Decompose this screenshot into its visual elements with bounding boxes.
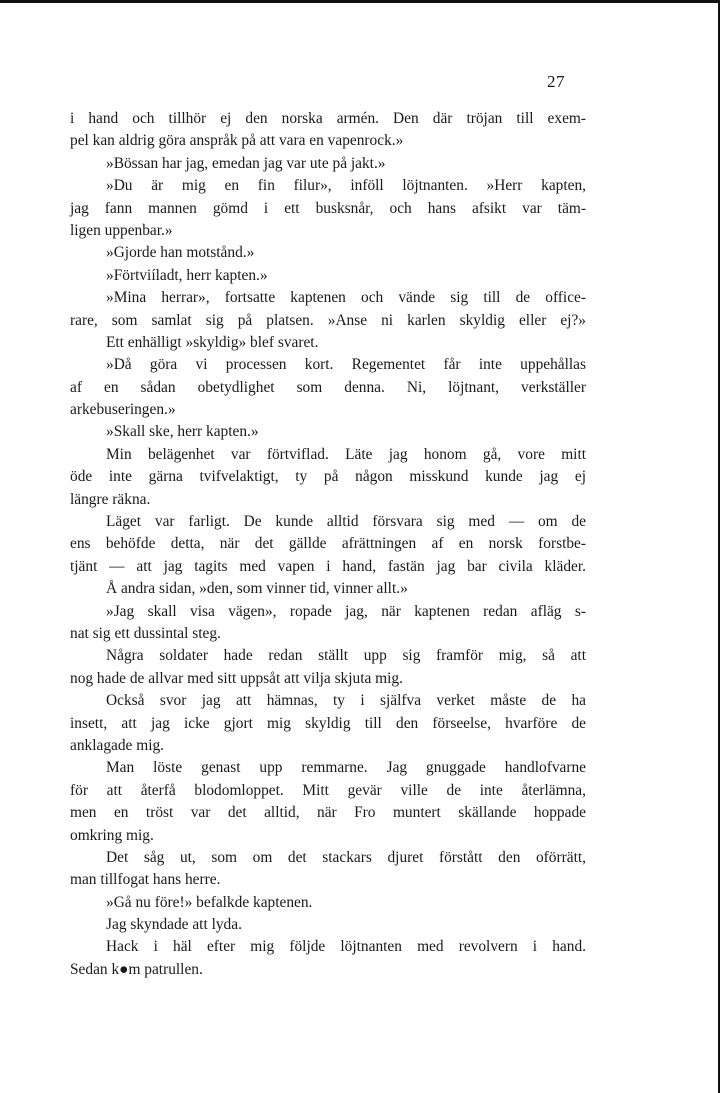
text-line: »Jag skall visa vägen», ropade jag, när kaptenen redan afläg s-: [106, 602, 586, 620]
text-line: »Du är mig en fin filur», inföll löjtnanten. »Herr kapten,: [106, 177, 586, 195]
text-line: man tillfogat hans herre.: [70, 871, 221, 889]
text-line: anklagade mig.: [70, 736, 165, 754]
page-number: 27: [547, 72, 565, 91]
text-line: ens behöfde detta, när det gällde afrättningen af en norsk forstbe-: [70, 535, 586, 553]
text-line: pel kan aldrig göra anspråk på att vara en vapenrock.»: [70, 132, 404, 150]
text-line: »Gjorde han motstånd.»: [106, 244, 255, 262]
text-line: »Förtviíladt, herr kapten.»: [106, 266, 268, 284]
text-line: längre räkna.: [70, 490, 151, 508]
text-line: »Skall ske, herr kapten.»: [106, 423, 259, 441]
text-line: »Då göra vi processen kort. Regementet får inte uppehållas: [106, 356, 586, 374]
text-line: af en sådan obetydlighet som denna. Ni, löjtnant, verkställer: [70, 378, 586, 396]
text-line: rare, som samlat sig på platsen. »Anse ni karlen skyldig eller ej?»: [70, 311, 586, 329]
text-line: Man löste genast upp remmarne. Jag gnuggade handlofvarne: [106, 759, 586, 777]
text-line: arkebuseringen.»: [70, 401, 176, 419]
text-line: Hack i häl efter mig följde löjtnanten med revolvern i hand.: [106, 938, 586, 956]
text-line: öde inte gärna tvifvelaktigt, ty på någon misskund kunde jag ej: [70, 468, 586, 486]
text-line: Sedan k●m patrullen.: [70, 960, 203, 978]
text-line: tjänt — att jag tagits med vapen i hand, fastän jag bar civila kläder.: [70, 557, 586, 575]
text-line: men en tröst var det alltid, när Fro muntert skällande hoppade: [70, 804, 586, 822]
text-line: Å andra sidan, »den, som vinner tid, vinner allt.»: [106, 580, 408, 598]
text-line: nog hade de allvar med sitt uppsåt att vilja skjuta mig.: [70, 669, 403, 687]
text-line: i hand och tillhör ej den norska armén. Den där tröjan till exem-: [70, 110, 586, 127]
text-line: Också svor jag att hämnas, ty i själfva verket måste de ha: [106, 692, 586, 710]
text-line: Jag skyndade att lyda.: [106, 916, 242, 934]
text-line: »Gå nu före!» befalkde kaptenen.: [106, 893, 313, 911]
text-line: »Bössan har jag, emedan jag var ute på jakt.»: [106, 154, 386, 172]
text-line: »Mina herrar», fortsatte kaptenen och vände sig till de office-: [106, 289, 586, 307]
text-line: omkring mig.: [70, 826, 154, 844]
text-line: jag fann mannen gömd i ett busksnår, och hans afsikt var täm-: [70, 199, 586, 217]
text-line: Det såg ut, som om det stackars djuret förstått den oförrätt,: [106, 848, 586, 866]
text-line: Min belägenhet var förtviflad. Läte jag honom gå, vore mitt: [106, 445, 586, 463]
text-line: för att återfå blodomloppet. Mitt gevär ville de inte återlämna,: [70, 781, 586, 799]
text-line: Läget var farligt. De kunde alltid försvara sig med — om de: [106, 513, 586, 531]
text-line: Ett enhälligt »skyldig» blef svaret.: [106, 333, 319, 351]
body-text: [70, 108, 586, 981]
text-line: ligen uppenbar.»: [70, 221, 173, 239]
text-line: nat sig ett dussintal steg.: [70, 624, 221, 642]
top-border-line: [0, 0, 720, 3]
text-line: insett, att jag icke gjort mig skyldig till den förseelse, hvarföre de: [70, 714, 586, 732]
text-line: Några soldater hade redan ställt upp sig framför mig, så att: [106, 647, 586, 665]
